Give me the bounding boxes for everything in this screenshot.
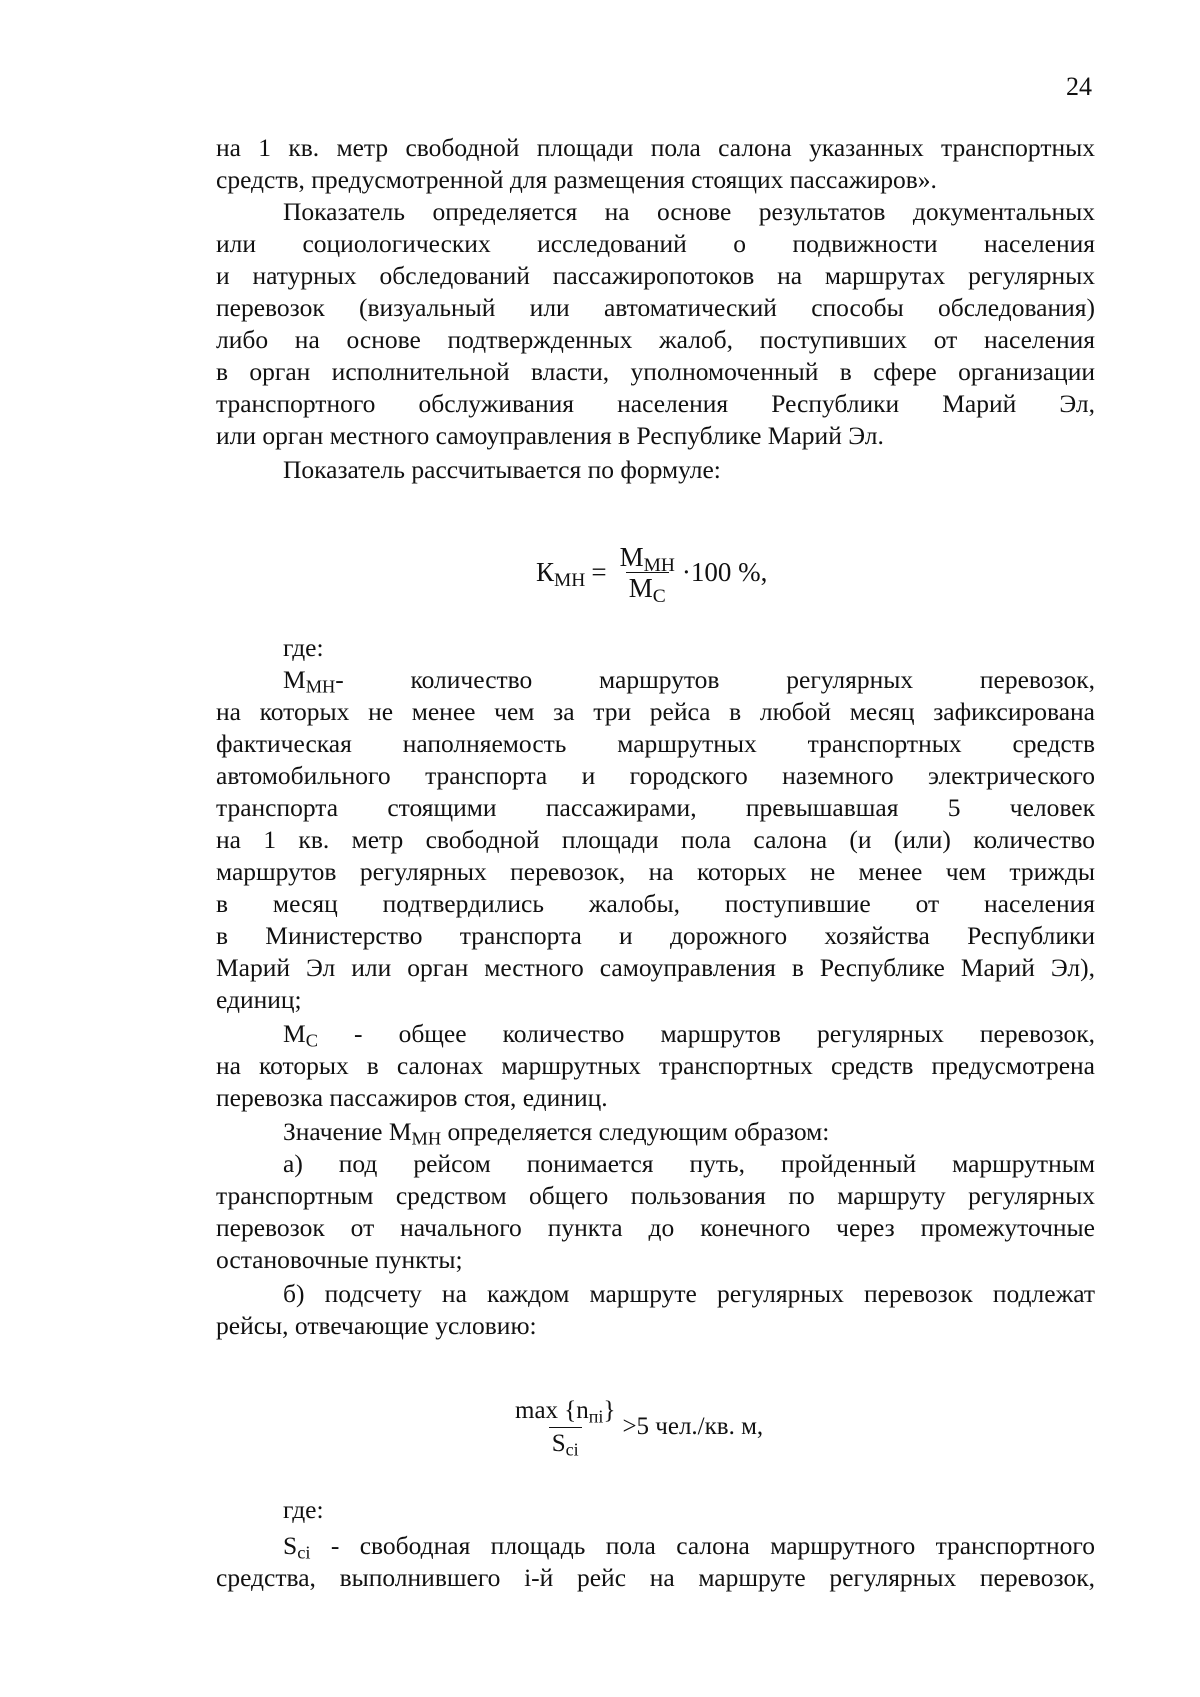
definition-first-line: $М_{МН}-$ количество маршрутов регулярных перевозок, — [283, 665, 1095, 697]
text-line: перевозка пассажиров стоя, единиц. — [216, 1083, 608, 1112]
text-line: средств, предусмотренной для размещения стоящих пассажиров». — [216, 165, 937, 194]
text-line: транспортным средством общего пользования по маршруту регулярных — [216, 1181, 1095, 1210]
text-line: или социологических исследований о подвижности населения — [216, 229, 1095, 258]
text-line: Показатель определяется на основе результатов документальных — [283, 197, 1095, 226]
text-line: а) под рейсом понимается путь, пройденный маршрутным — [283, 1149, 1095, 1178]
text-line: и натурных обследований пассажиропотоков на маршрутах регулярных — [216, 261, 1095, 290]
formula-tail: >5 чел./кв. м, — [622, 1413, 764, 1440]
formula-lhs: $К_{МН}$ — [536, 556, 586, 591]
fraction-denominator: $М_С$ — [626, 572, 669, 603]
definition-first-line: $S_{ci}$ - свободная площадь пола салона маршрутного транспортного — [283, 1531, 1095, 1563]
text-line: транспортного обслуживания населения Республики Марий Эл, — [216, 389, 1095, 418]
text-line: рейсы, отвечающие условию: — [216, 1311, 537, 1340]
text-line: перевозок (визуальный или автоматический способы обследования) — [216, 293, 1095, 322]
text-line: на которых в салонах маршрутных транспортных средств предусмотрена — [216, 1051, 1095, 1080]
text-line: в месяц подтвердились жалобы, поступившие от населения — [216, 889, 1095, 918]
formula-fraction — [512, 1395, 618, 1460]
text-line: в орган исполнительной власти, уполномоченный в сфере организации — [216, 357, 1095, 386]
text-line: на которых не менее чем за три рейса в любой месяц зафиксирована — [216, 697, 1095, 726]
where-label: где: — [283, 633, 324, 662]
where-label: где: — [283, 1495, 324, 1524]
text-line: на 1 кв. метр свободной площади пола салона (и (или) количество — [216, 825, 1095, 854]
text-line: перевозок от начального пункта до конечного через промежуточные — [216, 1213, 1095, 1242]
value-line: Значение $М_{МН}$ определяется следующим образом: — [283, 1117, 830, 1149]
text-line: транспорта стоящими пассажирами, превышавшая 5 человек — [216, 793, 1095, 822]
formula-condition — [508, 1390, 763, 1464]
text-line: Показатель рассчитывается по формуле: — [283, 455, 721, 484]
formula-equals: = — [591, 556, 607, 587]
text-line: единиц; — [216, 985, 302, 1014]
text-line: в Министерство транспорта и дорожного хозяйства Республики — [216, 921, 1095, 950]
page-number: 24 — [1066, 72, 1092, 101]
text-line: автомобильного транспорта и городского наземного электрического — [216, 761, 1095, 790]
text-line: либо на основе подтвержденных жалоб, поступивших от населения — [216, 325, 1095, 354]
formula-kmn — [536, 540, 768, 607]
fraction-denominator: $S_{ci}$ — [549, 1427, 582, 1460]
fraction-numerator: $М_{МН}$ — [619, 541, 675, 576]
formula-tail: ·100 %, — [681, 556, 768, 587]
text-line: средства, выполнившего i-й рейс на маршруте регулярных перевозок, — [216, 1563, 1095, 1592]
fraction-numerator: $\max \{n_{пi}\}$ — [515, 1396, 616, 1426]
text-line: маршрутов регулярных перевозок, на которых не менее чем трижды — [216, 857, 1095, 886]
formula-fraction — [617, 541, 678, 607]
text-line: фактическая наполняемость маршрутных транспортных средств — [216, 729, 1095, 758]
text-line: или орган местного самоуправления в Республике Марий Эл. — [216, 421, 884, 450]
text-line: на 1 кв. метр свободной площади пола салона указанных транспортных — [216, 133, 1095, 162]
text-line: б) подсчету на каждом маршруте регулярных перевозок подлежат — [283, 1279, 1095, 1308]
text-line: остановочные пункты; — [216, 1245, 463, 1274]
text-line: Марий Эл или орган местного самоуправления в Республике Марий Эл), — [216, 953, 1095, 982]
definition-first-line: $М_С$ - общее количество маршрутов регулярных перевозок, — [283, 1019, 1095, 1051]
